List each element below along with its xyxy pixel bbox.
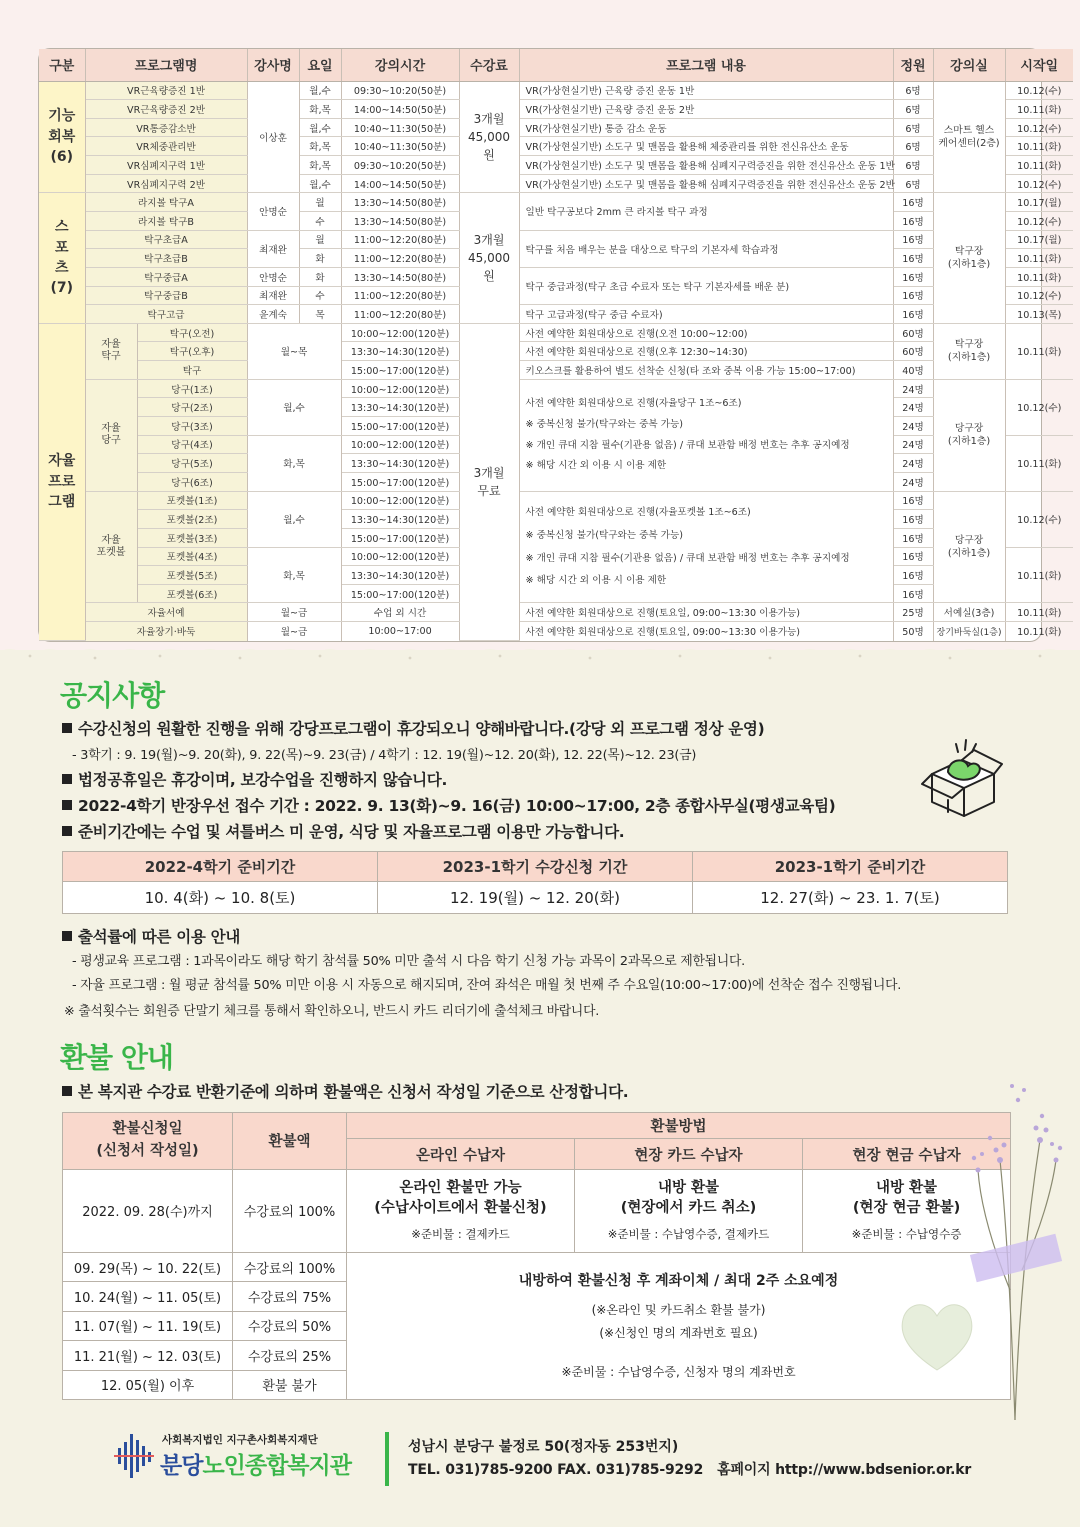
header-fee: 수강료 [459,49,519,81]
period-label: 2022-4학기 준비기간 [63,852,378,882]
content: VR(가상현실기반) 통증 감소 운동 [519,118,893,137]
refund-amount: 수강료의 75% [233,1282,347,1311]
attendance-note: ※ 출석횟수는 회원증 단말기 체크를 통해서 확인하오니, 반드시 카드 리더기에 출석체크 바랍니다. [64,1004,600,1019]
refund-header-card: 현장 카드 수납자 [575,1139,803,1169]
content-line: ※ 중복신청 불가(탁구와는 중복 가능) [525,529,683,541]
capacity: 6명 [893,118,933,137]
header-start: 시작일 [1005,49,1073,81]
content [519,379,893,491]
time: 11:00~12:20(80분) [341,305,459,324]
notice-line-4-text: 준비기간에는 수업 및 셔틀버스 미 운영, 식당 및 자율프로그램 이용만 가능합니다. [78,823,625,841]
content: 탁구를 처음 배우는 분을 대상으로 탁구의 기본자세 학습과정 [519,230,893,267]
refund-card-note: ※준비물 : 수납영수증, 결제카드 [607,1227,770,1242]
day: 화,목 [247,547,341,603]
table-row [39,379,1073,398]
content-line: ※ 해당 시간 외 이용 시 이용 제한 [525,575,667,587]
start-date: 10.12(수) [1005,491,1073,547]
refund-later-note-3: ※준비물 : 수납영수증, 신청자 명의 계좌번호 [561,1364,796,1379]
footer-name-b: 노인종합복지관 [202,1453,351,1479]
content-line: ※ 해당 시간 외 이용 시 이용 제한 [525,460,667,472]
program-name: VR체중관리반 [85,137,247,156]
capacity: 16명 [893,528,933,547]
start-date: 10.11(화) [1005,156,1073,175]
capacity: 60명 [893,342,933,361]
notice-line-4 [62,820,624,842]
refund-later-note-2: (※신청인 명의 계좌번호 필요) [599,1325,758,1340]
footer-contact: TEL. 031)785-9200 FAX. 031)785-9292 홈페이지 http://www.bdsenior.or.kr [408,1462,972,1478]
capacity: 24명 [893,379,933,398]
sub-table-tennis: 자율 탁구 [85,323,137,379]
bullet-square-icon [62,800,72,810]
attendance-line-1: - 평생교육 프로그램 : 1과목이라도 해당 학기 참석률 50% 미만 출석 시 다음 학기 신청 가능 과목이 2과목으로 제한됩니다. [72,954,746,969]
content-line: 사전 예약한 회원대상으로 진행(자율당구 1조~6조) [525,398,742,410]
fee: 3개월 무료 [459,323,519,640]
time: 10:00~12:00(120분) [341,435,459,454]
group-sports: 스 포 츠 (7) [39,193,85,323]
table-row [39,342,1073,361]
time: 13:30~14:30(120분) [341,342,459,361]
refund-amount: 수강료의 100% [233,1252,347,1281]
time: 10:40~11:30(50분) [341,118,459,137]
day: 수 [299,286,341,305]
content: 일반 탁구공보다 2mm 큰 라지볼 탁구 과정 [519,193,893,230]
refund-date: 12. 05(월) 이후 [63,1370,233,1399]
notice-title: 공지사항 [60,679,165,712]
time: 13:30~14:30(120분) [341,398,459,417]
capacity: 16명 [893,566,933,585]
day: 월~목 [247,323,341,379]
notice-line-3-text: 2022-4학기 반장우선 접수 기간 : 2022. 9. 13(화)~9. 16(금) 10:00~17:00, 2층 종합사무실(평생교육팀) [78,797,836,815]
content: VR(가상현실기반) 소도구 및 맨몸을 활용해 체중관리를 위한 전신유산소 운동 [519,137,893,156]
table-row [39,137,1073,156]
time: 13:30~14:30(120분) [341,510,459,529]
instructor: 최재완 [247,286,299,305]
time: 15:00~17:00(120분) [341,528,459,547]
refund-header-online: 온라인 수납자 [347,1139,575,1169]
refund-online-note: ※준비물 : 결제카드 [411,1227,510,1242]
day: 화,목 [299,156,341,175]
header-category: 구분 [39,49,85,81]
table-row [39,491,1073,510]
content: 사전 예약한 회원대상으로 진행(토요일, 09:00~13:30 이용가능) [519,603,893,622]
program-name: 탁구초급A [85,230,247,249]
start-date: 10.12(수) [1005,81,1073,100]
capacity: 6명 [893,81,933,100]
header-instructor: 강사명 [247,49,299,81]
day: 월,수 [299,174,341,193]
time: 15:00~17:00(120분) [341,417,459,436]
program-name: 라지볼 탁구B [85,211,247,230]
room: 탁구장 (지하1층) [933,193,1005,323]
refund-later-main: 내방하여 환불신청 후 계좌이체 / 최대 2주 소요예정 [518,1273,839,1290]
content: 키오스크를 활용하여 별도 선착순 신청(타 조와 중복 이용 가능 15:00~17:00) [519,361,893,380]
schedule-table-wrapper [38,48,1062,642]
room: 당구장 (지하1층) [933,379,1005,491]
room: 당구장 (지하1층) [933,491,1005,603]
attendance-title [62,925,240,947]
bullet-square-icon [62,1086,72,1096]
program-name: VR근육량증진 1반 [85,81,247,100]
table-row [39,193,1073,212]
program-name: 탁구(오후) [137,342,247,361]
capacity: 16명 [893,267,933,286]
instructor: 윤계숙 [247,305,299,324]
refund-amount: 환불 불가 [233,1370,347,1399]
header-capacity: 정원 [893,49,933,81]
day: 월~금 [247,622,341,641]
header-room: 강의실 [933,49,1005,81]
capacity: 16명 [893,230,933,249]
time: 09:30~10:20(50분) [341,156,459,175]
time: 11:00~12:20(80분) [341,230,459,249]
program-name: 당구(3조) [137,417,247,436]
start-date: 10.12(수) [1005,286,1073,305]
start-date: 10.11(화) [1005,267,1073,286]
day: 월 [299,230,341,249]
start-date: 10.13(목) [1005,305,1073,324]
period-value-row [63,882,1008,914]
program-name: 당구(5조) [137,454,247,473]
instructor: 최재완 [247,230,299,267]
capacity: 16명 [893,249,933,268]
capacity: 24명 [893,417,933,436]
instructor: 이상훈 [247,81,299,193]
bullet-square-icon [62,931,72,941]
table-row [63,1252,1011,1281]
refund-online-main: 온라인 환불만 가능 (수납사이트에서 환불신청) [374,1180,547,1216]
refund-intro [62,1080,628,1102]
capacity: 6명 [893,156,933,175]
attendance-title-text: 출석률에 따른 이용 안내 [78,928,241,946]
capacity: 16명 [893,211,933,230]
day: 목 [299,305,341,324]
day: 화,목 [299,137,341,156]
time: 13:30~14:50(80분) [341,211,459,230]
schedule-table [39,49,1073,641]
capacity: 40명 [893,361,933,380]
table-row [39,603,1073,622]
footer-divider [385,1432,389,1486]
start-date: 10.12(수) [1005,379,1073,435]
program-name: 당구(4조) [137,435,247,454]
capacity: 16명 [893,305,933,324]
program-name: 라지볼 탁구A [85,193,247,212]
header-day: 요일 [299,49,341,81]
capacity: 24명 [893,398,933,417]
program-name: 탁구중급B [85,286,247,305]
time: 13:30~14:50(80분) [341,267,459,286]
time: 10:00~12:00(120분) [341,379,459,398]
content: 탁구 고급과정(탁구 중급 수료자) [519,305,893,324]
start-date: 10.17(월) [1005,230,1073,249]
program-name: VR심폐지구력 1반 [85,156,247,175]
program-name: 자율서예 [85,603,247,622]
table-row [39,100,1073,119]
refund-amount: 수강료의 50% [233,1311,347,1340]
capacity: 6명 [893,174,933,193]
fee: 3개월 45,000원 [459,81,519,193]
time: 11:00~12:20(80분) [341,249,459,268]
table-row [39,323,1073,342]
period-header-row [63,852,1008,882]
start-date: 10.12(수) [1005,118,1073,137]
time: 11:00~12:20(80분) [341,286,459,305]
day: 월,수 [299,118,341,137]
content: VR(가상현실기반) 근육량 증진 운동 1반 [519,81,893,100]
capacity: 16명 [893,193,933,212]
content-line: ※ 개인 큐대 지참 필수(기관용 없음) / 큐대 보관함 배정 번호는 추후 공지예정 [525,552,850,564]
program-name: 포켓볼(4조) [137,547,247,566]
refund-online-cell [347,1169,575,1252]
refund-amount: 수강료의 100% [233,1169,347,1252]
heart-icon [896,1296,978,1376]
period-value: 12. 27(화) ~ 23. 1. 7(토) [693,882,1008,914]
day: 월~금 [247,603,341,622]
refund-card-main: 내방 환불 (현장에서 카드 취소) [620,1180,757,1216]
content: VR(가상현실기반) 소도구 및 맨몸을 활용해 심폐지구력증진을 위한 전신유산소 운동 1반 [519,156,893,175]
table-row [39,305,1073,324]
capacity: 60명 [893,323,933,342]
bullet-square-icon [62,723,72,733]
notice-line-2 [62,768,447,790]
table-row [39,230,1073,249]
day: 수 [299,211,341,230]
period-label: 2023-1학기 준비기간 [693,852,1008,882]
refund-header-cash: 현장 현금 수납자 [803,1139,1011,1169]
start-date: 10.11(화) [1005,603,1073,622]
capacity: 24명 [893,435,933,454]
content: 사전 예약한 회원대상으로 진행(토요일, 09:00~13:30 이용가능) [519,622,893,641]
day: 월,수 [247,379,341,435]
program-name: 탁구초급B [85,249,247,268]
day: 화 [299,267,341,286]
notice-line-1 [62,717,764,739]
program-name: 포켓볼(5조) [137,566,247,585]
program-name: 포켓볼(3조) [137,528,247,547]
content-line: ※ 중복신청 불가(탁구와는 중복 가능) [525,419,683,431]
refund-later-note-1: (※온라인 및 카드취소 환불 불가) [591,1302,766,1317]
table-row [39,267,1073,286]
notice-line-1-sub: - 3학기 : 9. 19(월)~9. 20(화), 9. 22(목)~9. 23(금) / 4학기 : 12. 19(월)~12. 20(화), 12. 22(목)~12. 23(금) [72,748,697,763]
period-value: 12. 19(월) ~ 12. 20(화) [378,882,693,914]
day: 월,수 [299,81,341,100]
period-value: 10. 4(화) ~ 10. 8(토) [63,882,378,914]
start-date: 10.11(화) [1017,627,1062,639]
time: 10:00~12:00(120분) [341,491,459,510]
capacity: 16명 [893,510,933,529]
program-name: 포켓볼(2조) [137,510,247,529]
logo-icon [112,1430,156,1482]
time: 10:40~11:30(50분) [341,137,459,156]
table-row [39,156,1073,175]
day: 화 [299,249,341,268]
content: 사전 예약한 회원대상으로 진행(오후 12:30~14:30) [519,342,893,361]
gift-box-icon [918,730,1006,822]
content: VR(가상현실기반) 근육량 증진 운동 2반 [519,100,893,119]
day: 화,목 [299,100,341,119]
time: 15:00~17:00(120분) [341,472,459,491]
content [519,491,893,603]
refund-date: 11. 21(월) ~ 12. 03(토) [63,1341,233,1370]
refund-header-row [63,1113,1011,1139]
capacity: 6명 [893,100,933,119]
refund-title: 환불 안내 [60,1041,173,1074]
start-date: 10.11(화) [1005,435,1073,491]
sub-billiards: 자율 당구 [85,379,137,491]
header-program-name: 프로그램명 [85,49,247,81]
day: 화,목 [247,435,341,491]
notice-line-2-text: 법정공휴일은 휴강이며, 보강수업을 진행하지 않습니다. [78,771,448,789]
bullet-square-icon [62,774,72,784]
start-date: 10.11(화) [1005,323,1073,379]
wavy-divider [0,644,1080,666]
content: 사전 예약한 회원대상으로 진행(오전 10:00~12:00) [519,323,893,342]
program-name: VR심폐지구력 2반 [85,174,247,193]
capacity: 24명 [893,454,933,473]
refund-date: 09. 29(목) ~ 10. 22(토) [63,1252,233,1281]
content: 탁구 중급과정(탁구 초급 수료자 또는 탁구 기본자세를 배운 분) [519,267,893,304]
room: 탁구장 (지하1층) [933,323,1005,379]
group-self: 자율 프로 그램 [39,323,85,640]
room: 장기바둑실(1층) [933,622,1005,641]
footer-logo-name [160,1447,351,1480]
refund-date: 11. 07(월) ~ 11. 19(토) [63,1311,233,1340]
start-date: 10.12(수) [1005,211,1073,230]
time: 10:00~17:00 [341,622,459,641]
refund-date: 2022. 09. 28(수)까지 [63,1169,233,1252]
program-name: 당구(2조) [137,398,247,417]
start-date: 10.12(수) [1005,174,1073,193]
refund-date: 10. 24(월) ~ 11. 05(토) [63,1282,233,1311]
instructor: 안명순 [247,267,299,286]
capacity: 16명 [893,286,933,305]
time: 13:30~14:50(80분) [341,193,459,212]
content: VR(가상현실기반) 소도구 및 맨몸을 활용해 심폐지구력증진을 위한 전신유산소 운동 2반 [519,174,893,193]
time: 15:00~17:00(120분) [341,361,459,380]
time: 13:30~14:30(120분) [341,454,459,473]
refund-header-amount: 환불액 [233,1113,347,1170]
program-name: 포켓볼(1조) [137,491,247,510]
time: 수업 외 시간 [341,603,459,622]
time: 10:00~12:00(120분) [341,547,459,566]
refund-intro-text: 본 복지관 수강료 반환기준에 의하며 환불액은 신청서 작성일 기준으로 산정합니다. [78,1083,629,1101]
notice-line-1-text: 수강신청의 원활한 진행을 위해 강당프로그램이 휴강되오니 양해바랍니다.(강당 외 프로그램 정상 운영) [78,720,765,738]
room: 서예실(3층) [933,603,1005,622]
capacity: 25명 [893,603,933,622]
refund-card-cell [575,1169,803,1252]
group-rehab: 기능 회복 (6) [39,81,85,193]
time: 14:00~14:50(50분) [341,174,459,193]
fee: 3개월 45,000원 [459,193,519,323]
time: 10:00~12:00(120분) [341,323,459,342]
program-name: 탁구 [137,361,247,380]
capacity: 24명 [893,472,933,491]
program-name: VR통증감소반 [85,118,247,137]
program-name: VR근육량증진 2반 [85,100,247,119]
schedule-header-row [39,49,1073,81]
refund-amount: 수강료의 25% [233,1341,347,1370]
time: 09:30~10:20(50분) [341,81,459,100]
time: 15:00~17:00(120분) [341,584,459,603]
sub-pocketball: 자율 포켓볼 [85,491,137,603]
day: 월,수 [247,491,341,547]
program-name: 탁구중급A [85,267,247,286]
start-date: 10.11(화) [1005,137,1073,156]
header-time: 강의시간 [341,49,459,81]
program-name: 당구(1조) [137,379,247,398]
program-name: 탁구고급 [85,305,247,324]
bullet-square-icon [62,826,72,836]
capacity: 16명 [893,491,933,510]
capacity: 50명 [893,622,933,641]
refund-cash-main: 내방 환불 (현장 현금 환불) [852,1180,961,1216]
period-label: 2023-1학기 수강신청 기간 [378,852,693,882]
refund-header-date: 환불신청일 (신청서 작성일) [63,1113,233,1170]
content-line: ※ 개인 큐대 지참 필수(기관용 없음) / 큐대 보관함 배정 번호는 추후 공지예정 [525,439,850,451]
period-table [62,851,1008,914]
start-date: 10.11(화) [1005,100,1073,119]
program-name: 포켓볼(6조) [137,584,247,603]
table-row [39,118,1073,137]
start-date: 10.17(월) [1005,193,1073,212]
footer-name-a: 분당 [160,1453,203,1479]
header-content: 프로그램 내용 [519,49,893,81]
notice-line-3 [62,794,835,816]
table-row [39,81,1073,100]
refund-header-method: 환불방법 [347,1113,1011,1139]
table-row [39,622,1073,641]
content-line: 사전 예약한 회원대상으로 진행(자율포켓볼 1조~6조) [525,507,751,519]
time: 13:30~14:30(120분) [341,566,459,585]
program-name: 자율장기·바둑 [85,622,247,641]
capacity: 16명 [893,547,933,566]
footer-org: 사회복지법인 지구촌사회복지재단 [162,1434,318,1446]
start-date: 10.11(화) [1005,547,1073,603]
time: 14:00~14:50(50분) [341,100,459,119]
instructor: 안명순 [247,193,299,230]
program-name: 탁구(오전) [137,323,247,342]
program-name: 당구(6조) [137,472,247,491]
table-row [39,174,1073,193]
refund-table [62,1112,1011,1400]
refund-cash-note: ※준비물 : 수납영수증 [851,1227,962,1242]
room: 스마트 헬스 케어센터(2층) [933,81,1005,193]
capacity: 6명 [893,137,933,156]
table-row [63,1169,1011,1252]
footer-address: 성남시 분당구 불정로 50(정자동 253번지) [408,1439,679,1455]
start-date: 10.11(화) [1005,249,1073,268]
table-row [39,361,1073,380]
capacity: 16명 [893,584,933,603]
day: 월 [299,193,341,212]
attendance-line-2: - 자율 프로그램 : 월 평균 참석률 50% 미만 이용 시 자동으로 해지되며, 잔여 좌석은 매월 첫 번째 주 수요일(10:00~17:00)에 선착순 접수 진행됩니다. [72,978,902,993]
